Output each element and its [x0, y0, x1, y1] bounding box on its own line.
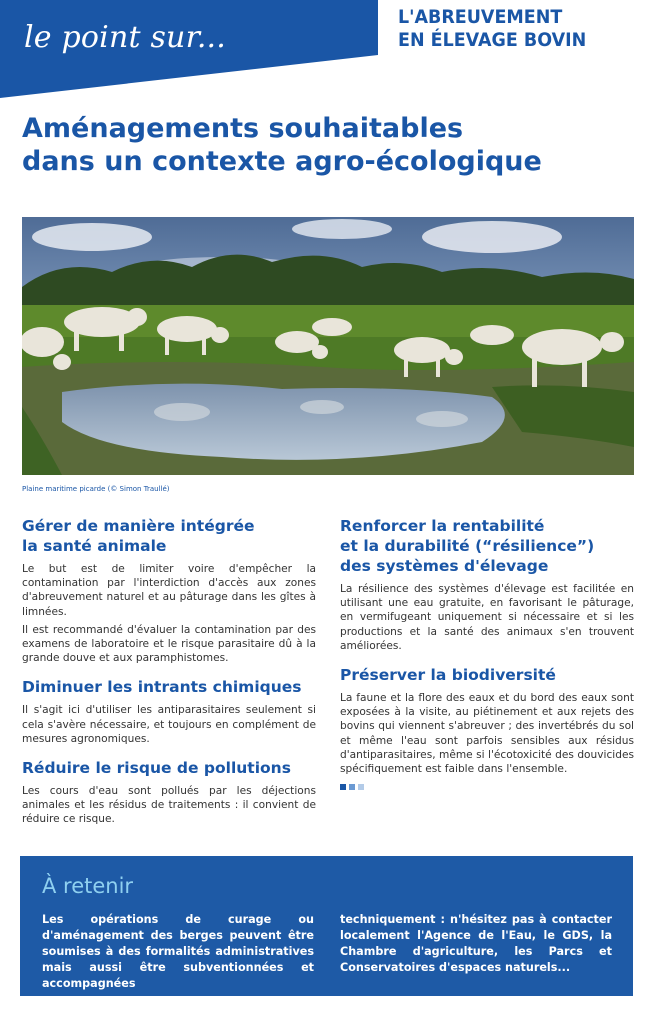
section-heading: Réduire le risque de pollutions: [22, 759, 291, 778]
section-paragraph: Le but est de limiter voire d'empêcher la contamination par l'interdiction d'accès aux zones d'abreuvement naturel et au pâturage dans les gîtes à limnées.: [22, 563, 316, 618]
retenir-title: À retenir: [42, 874, 134, 898]
retenir-text-left: Les opérations de curage ou d'aménagement des berges peuvent être soumises à des formalités administratives mais aussi être subventionnées et accompagnées: [42, 913, 314, 990]
section-intrants-chimiques: [22, 677, 316, 746]
heading-line-2: et la durabilité (“résilience”): [340, 537, 595, 555]
section-paragraph: La résilience des systèmes d'élevage est facilitée en utilisant une eau gratuite, en favorisant le pâturage, en vermifugeant uniquement si nécessaire et si les productions et la santé des animaux s'en trouvent améliorées.: [340, 583, 634, 652]
photo-caption: Plaine maritime picarde (© Simon Traullé): [22, 485, 170, 493]
heading-line-3: des systèmes d'élevage: [340, 557, 549, 575]
section-paragraph: Il s'agit ici d'utiliser les antiparasitaires seulement si cela s'avère nécessaire, et toujours en complément de mesures agronomiques.: [22, 704, 316, 745]
section-paragraph: La faune et la flore des eaux et du bord des eaux sont exposées à la visite, au piétinement et aux rejets des bovins qui viennent s'abreuver ; des invertébrés du sol et même l'eau sont parfois sensibles aux résidus d'antiparasitaires, même si l'écotoxicité des douvicides spécifiquement est faible dans l'ensemble.: [340, 692, 634, 776]
topic-line-1: L'ABREUVEMENT: [398, 6, 563, 28]
section-rentabilite: [340, 516, 634, 653]
title-line-1: Aménagements souhaitables: [22, 113, 464, 144]
section-biodiversite: [340, 665, 634, 790]
topic-title: [398, 6, 648, 52]
series-label: le point sur...: [24, 20, 227, 55]
heading-line-2: la santé animale: [22, 537, 167, 555]
page-title: [22, 112, 642, 178]
marker-square: [358, 784, 364, 790]
right-column: [340, 516, 634, 802]
title-line-2: dans un contexte agro-écologique: [22, 146, 542, 177]
heading-line-1: Gérer de manière intégrée: [22, 517, 255, 535]
retenir-box: [20, 856, 633, 996]
marker-square: [349, 784, 355, 790]
section-sante-animale: [22, 516, 316, 665]
cattle-illustration: [22, 217, 634, 475]
end-marker: [340, 784, 634, 790]
section-paragraph: Les cours d'eau sont pollués par les déjections animales et les résidus de traitements : il convient de réduire ce risque.: [22, 785, 316, 826]
header-banner: [0, 0, 657, 98]
section-heading: [22, 516, 316, 556]
marker-square: [340, 784, 346, 790]
section-heading: [340, 516, 634, 576]
section-pollutions: [22, 758, 316, 827]
section-paragraph: Il est recommandé d'évaluer la contamination par des examens de laboratoire et le risque parasitaire dû à la grande douve et aux paramphistomes.: [22, 623, 316, 665]
cattle-photo: [22, 217, 634, 475]
retenir-text-right: techniquement : n'hésitez pas à contacter localement l'Agence de l'Eau, le GDS, la Chambre d'agriculture, les Parcs et Conservatoires d'espaces naturels...: [340, 913, 612, 974]
section-heading: Préserver la biodiversité: [340, 666, 556, 685]
left-column: [22, 516, 316, 839]
section-heading: Diminuer les intrants chimiques: [22, 678, 302, 697]
topic-line-2: EN ÉLEVAGE BOVIN: [398, 29, 587, 51]
heading-line-1: Renforcer la rentabilité: [340, 517, 545, 535]
